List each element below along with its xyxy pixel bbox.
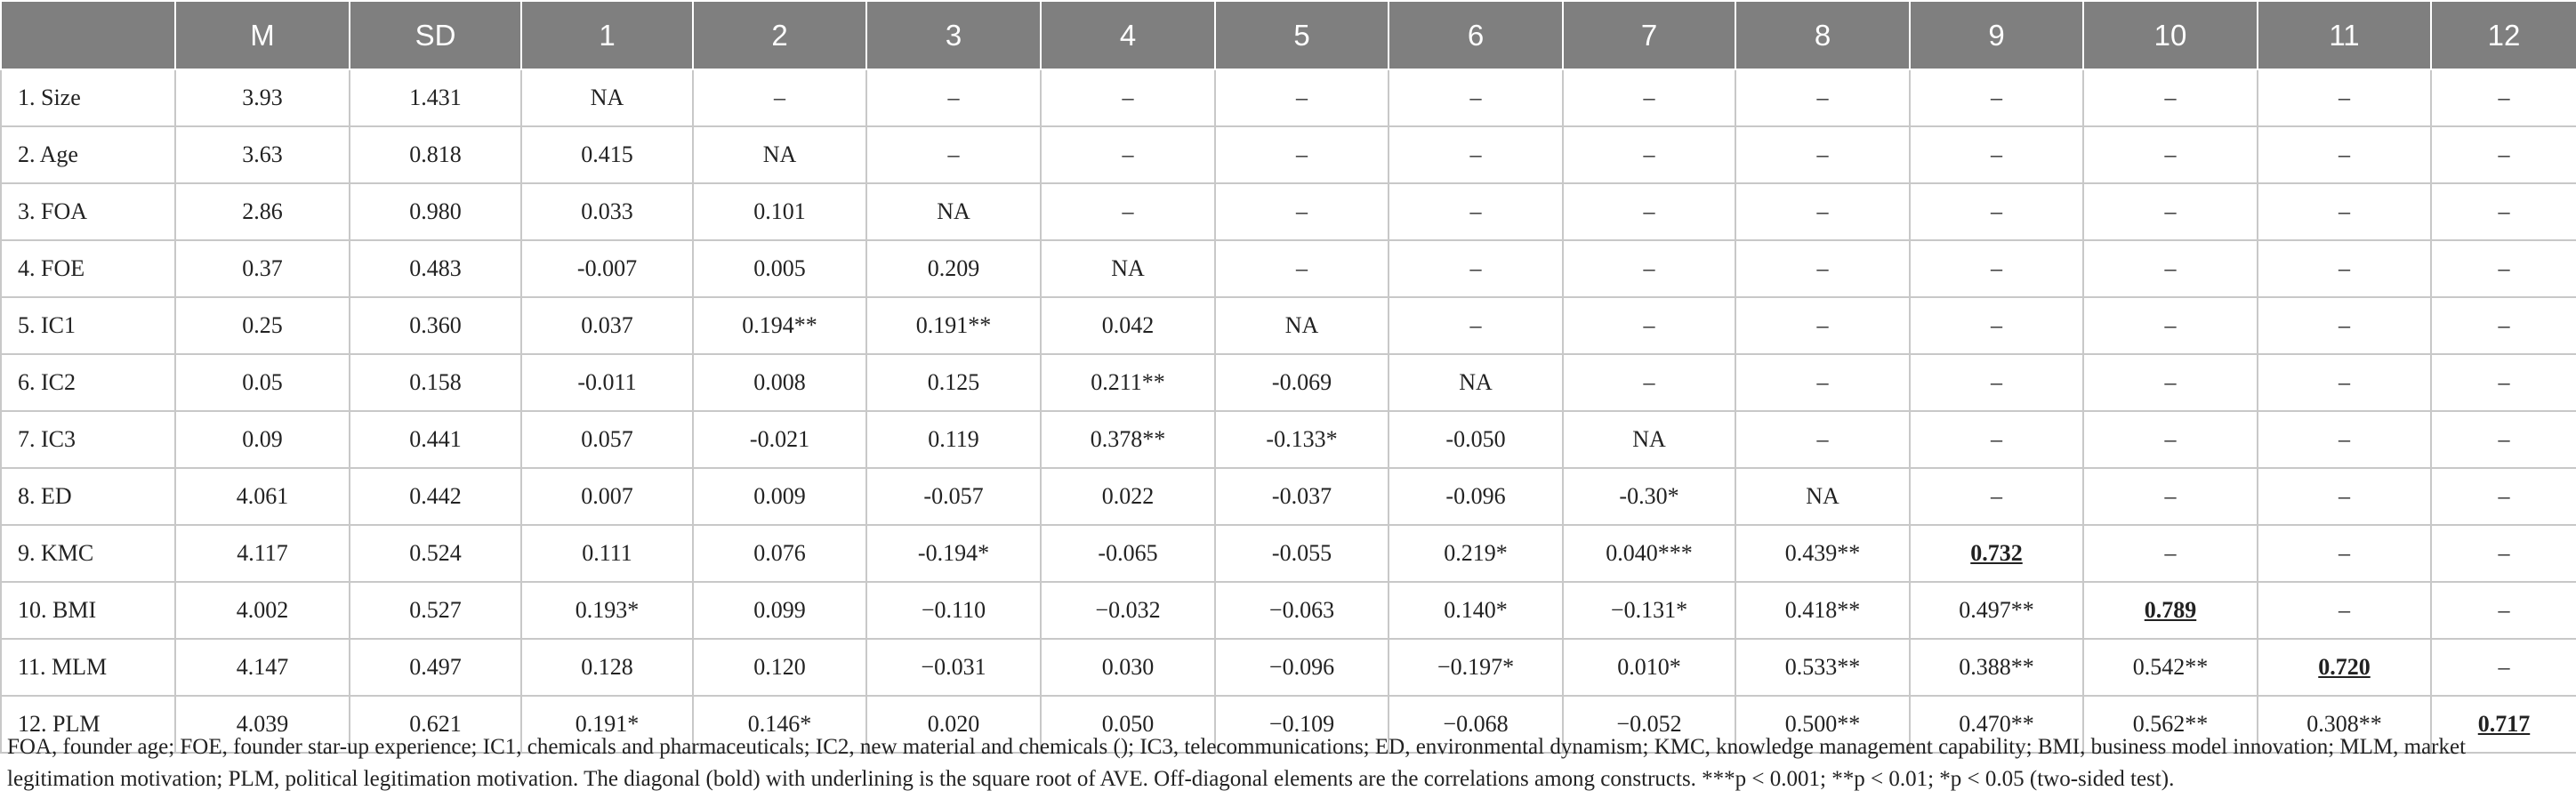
header-cell: M: [175, 1, 350, 69]
table-cell: –: [1215, 183, 1389, 240]
header-cell: 7: [1563, 1, 1735, 69]
table-cell: 0.040***: [1563, 525, 1735, 582]
table-cell: –: [1389, 297, 1563, 354]
table-cell: -0.194*: [866, 525, 1041, 582]
header-row: [1, 1, 2576, 69]
table-cell: 4.147: [175, 639, 350, 696]
table-cell: 0.37: [175, 240, 350, 297]
table-cell: 0.101: [693, 183, 866, 240]
table-cell: –: [2258, 525, 2431, 582]
table-cell: –: [1215, 126, 1389, 183]
header-cell: 11: [2258, 1, 2431, 69]
header-cell: 8: [1735, 1, 1910, 69]
table-row: [1, 639, 2576, 696]
table-cell: –: [2258, 297, 2431, 354]
table-cell: –: [2258, 69, 2431, 126]
table-cell: –: [1910, 126, 2083, 183]
table-cell: –: [1389, 183, 1563, 240]
header-cell-blank: [1, 1, 175, 69]
header-cell: 6: [1389, 1, 1563, 69]
table-cell: -0.133*: [1215, 411, 1389, 468]
table-cell: 0.621: [350, 696, 521, 753]
table-cell: 0.146*: [693, 696, 866, 753]
table-cell: –: [2431, 468, 2576, 525]
table-cell: 0.388**: [1910, 639, 2083, 696]
table-cell: –: [693, 69, 866, 126]
table-cell: 4.002: [175, 582, 350, 639]
table-cell: –: [1389, 126, 1563, 183]
table-cell: –: [866, 69, 1041, 126]
table-cell: -0.30*: [1563, 468, 1735, 525]
table-cell: –: [1563, 183, 1735, 240]
table-cell: –: [1041, 69, 1215, 126]
row-label: 2. Age: [1, 126, 175, 183]
diagonal-cell: 0.720: [2258, 639, 2431, 696]
table-cell: 0.818: [350, 126, 521, 183]
table-cell: 0.497**: [1910, 582, 2083, 639]
table-cell: 0.418**: [1735, 582, 1910, 639]
table-cell: –: [1215, 240, 1389, 297]
table-cell: –: [1563, 126, 1735, 183]
table-cell: 4.061: [175, 468, 350, 525]
table-cell: −0.110: [866, 582, 1041, 639]
table-cell: –: [2258, 126, 2431, 183]
header-cell: 9: [1910, 1, 2083, 69]
table-cell: 0.360: [350, 297, 521, 354]
table-cell: 0.09: [175, 411, 350, 468]
row-label: 5. IC1: [1, 297, 175, 354]
table-cell: 0.119: [866, 411, 1041, 468]
table-cell: 0.158: [350, 354, 521, 411]
table-cell: 4.039: [175, 696, 350, 753]
table-cell: 0.483: [350, 240, 521, 297]
table-cell: –: [1389, 240, 1563, 297]
table-cell: 0.378**: [1041, 411, 1215, 468]
table-cell: 4.117: [175, 525, 350, 582]
row-label: 3. FOA: [1, 183, 175, 240]
table-cell: –: [1735, 240, 1910, 297]
row-label: 6. IC2: [1, 354, 175, 411]
table-cell: 0.125: [866, 354, 1041, 411]
table-row: [1, 183, 2576, 240]
table-cell: 0.009: [693, 468, 866, 525]
table-cell: 0.980: [350, 183, 521, 240]
table-cell: NA: [1563, 411, 1735, 468]
table-cell: –: [1563, 69, 1735, 126]
table-cell: –: [2258, 183, 2431, 240]
header-cell: 3: [866, 1, 1041, 69]
table-cell: –: [2083, 183, 2258, 240]
row-label: 9. KMC: [1, 525, 175, 582]
table-cell: 0.562**: [2083, 696, 2258, 753]
table-cell: 0.219*: [1389, 525, 1563, 582]
table-row: [1, 126, 2576, 183]
table-cell: –: [2083, 126, 2258, 183]
table-cell: 0.542**: [2083, 639, 2258, 696]
table-cell: 0.128: [521, 639, 693, 696]
table-cell: 0.209: [866, 240, 1041, 297]
table-cell: 1.431: [350, 69, 521, 126]
table-cell: 0.470**: [1910, 696, 2083, 753]
header-cell: SD: [350, 1, 521, 69]
table-cell: –: [2258, 354, 2431, 411]
table-footnote: FOA, founder age; FOE, founder star-up experience; IC1, chemicals and pharmaceuticals; IC2, new material and chemicals (); IC3, telecommunications; ED, environmental dynamism; KMC, knowledge management capability; BMI, business model innovation; MLM, market legitimation motivation; PLM, political legitimation motivation. The diagonal (bold) with underlining is the square root of AVE. Off-diagonal elements are the correlations among constructs. ***p < 0.001; **p < 0.01; *p < 0.05 (two-sided test).: [7, 735, 2467, 791]
table-row: [1, 354, 2576, 411]
table-cell: -0.050: [1389, 411, 1563, 468]
table-cell: −0.063: [1215, 582, 1389, 639]
header-cell: 5: [1215, 1, 1389, 69]
table-cell: NA: [1215, 297, 1389, 354]
table-cell: 0.022: [1041, 468, 1215, 525]
table-cell: 0.191*: [521, 696, 693, 753]
table-cell: –: [2083, 468, 2258, 525]
table-cell: –: [2431, 411, 2576, 468]
table-cell: –: [1735, 411, 1910, 468]
table-cell: 0.193*: [521, 582, 693, 639]
table-cell: -0.007: [521, 240, 693, 297]
table-cell: 0.25: [175, 297, 350, 354]
table-cell: 0.111: [521, 525, 693, 582]
table-cell: –: [1910, 240, 2083, 297]
table-cell: 0.191**: [866, 297, 1041, 354]
table-row: [1, 525, 2576, 582]
table-cell: –: [1910, 183, 2083, 240]
table-cell: –: [1735, 183, 1910, 240]
table-cell: –: [1910, 354, 2083, 411]
table-cell: –: [2431, 354, 2576, 411]
table-cell: –: [2431, 525, 2576, 582]
table-cell: −0.197*: [1389, 639, 1563, 696]
table-cell: 0.500**: [1735, 696, 1910, 753]
table-cell: 0.211**: [1041, 354, 1215, 411]
table-cell: -0.057: [866, 468, 1041, 525]
header-cell: 4: [1041, 1, 1215, 69]
table-cell: 0.415: [521, 126, 693, 183]
table-cell: –: [2431, 126, 2576, 183]
row-label: 1. Size: [1, 69, 175, 126]
table-cell: 0.007: [521, 468, 693, 525]
table-cell: -0.021: [693, 411, 866, 468]
table-cell: –: [1041, 126, 1215, 183]
table-cell: 0.527: [350, 582, 521, 639]
table-cell: –: [1563, 297, 1735, 354]
table-cell: −0.109: [1215, 696, 1389, 753]
table-cell: –: [1735, 354, 1910, 411]
row-label: 11. MLM: [1, 639, 175, 696]
table-row: [1, 297, 2576, 354]
table-cell: 0.020: [866, 696, 1041, 753]
table-cell: -0.069: [1215, 354, 1389, 411]
table-row: [1, 582, 2576, 639]
table-cell: –: [2083, 525, 2258, 582]
row-label: 10. BMI: [1, 582, 175, 639]
table-cell: –: [1910, 468, 2083, 525]
table-cell: NA: [1735, 468, 1910, 525]
table-cell: –: [2083, 240, 2258, 297]
table-cell: –: [1910, 297, 2083, 354]
table-cell: –: [1041, 183, 1215, 240]
table-cell: –: [2083, 69, 2258, 126]
table-cell: –: [2258, 582, 2431, 639]
table-cell: 0.05: [175, 354, 350, 411]
row-label: 7. IC3: [1, 411, 175, 468]
diagonal-cell: 0.717: [2431, 696, 2576, 753]
table-cell: 0.308**: [2258, 696, 2431, 753]
table-cell: –: [1735, 126, 1910, 183]
header-cell: 2: [693, 1, 866, 69]
table-cell: –: [2258, 240, 2431, 297]
table-cell: NA: [693, 126, 866, 183]
table-cell: -0.096: [1389, 468, 1563, 525]
table-cell: NA: [1041, 240, 1215, 297]
table-cell: −0.032: [1041, 582, 1215, 639]
table-cell: 0.008: [693, 354, 866, 411]
diagonal-cell: 0.732: [1910, 525, 2083, 582]
table-cell: 0.033: [521, 183, 693, 240]
table-cell: -0.065: [1041, 525, 1215, 582]
table-cell: -0.037: [1215, 468, 1389, 525]
table-cell: 3.63: [175, 126, 350, 183]
table-cell: –: [2083, 354, 2258, 411]
table-cell: 3.93: [175, 69, 350, 126]
table-cell: −0.031: [866, 639, 1041, 696]
table-cell: –: [1735, 297, 1910, 354]
row-label: 4. FOE: [1, 240, 175, 297]
table-cell: 0.533**: [1735, 639, 1910, 696]
table-cell: –: [1215, 69, 1389, 126]
table-cell: –: [1735, 69, 1910, 126]
table-cell: 0.194**: [693, 297, 866, 354]
table-cell: 0.042: [1041, 297, 1215, 354]
table-cell: 0.099: [693, 582, 866, 639]
table-cell: –: [2258, 411, 2431, 468]
table-cell: –: [866, 126, 1041, 183]
table-cell: −0.131*: [1563, 582, 1735, 639]
table-cell: –: [2431, 582, 2576, 639]
table-cell: –: [2431, 183, 2576, 240]
table-cell: –: [2431, 240, 2576, 297]
table-cell: 0.010*: [1563, 639, 1735, 696]
diagonal-cell: 0.789: [2083, 582, 2258, 639]
table-cell: 0.442: [350, 468, 521, 525]
table-cell: 0.120: [693, 639, 866, 696]
table-cell: 0.524: [350, 525, 521, 582]
table-body: [1, 69, 2576, 753]
table-row: [1, 468, 2576, 525]
table-row: [1, 240, 2576, 297]
table-cell: 0.030: [1041, 639, 1215, 696]
table-cell: –: [1563, 240, 1735, 297]
row-label: 8. ED: [1, 468, 175, 525]
table-cell: –: [1910, 411, 2083, 468]
table-cell: –: [2258, 468, 2431, 525]
table-cell: NA: [866, 183, 1041, 240]
table-cell: 0.076: [693, 525, 866, 582]
table-cell: 0.497: [350, 639, 521, 696]
table-cell: 0.140*: [1389, 582, 1563, 639]
table-cell: NA: [521, 69, 693, 126]
table-cell: –: [1563, 354, 1735, 411]
table-cell: –: [1389, 69, 1563, 126]
table-cell: 2.86: [175, 183, 350, 240]
table-cell: NA: [1389, 354, 1563, 411]
table-cell: 0.005: [693, 240, 866, 297]
table-row: [1, 69, 2576, 126]
table-cell: 0.057: [521, 411, 693, 468]
table-cell: –: [2431, 297, 2576, 354]
table-cell: 0.439**: [1735, 525, 1910, 582]
table-cell: 0.441: [350, 411, 521, 468]
table-cell: -0.055: [1215, 525, 1389, 582]
header-cell: 12: [2431, 1, 2576, 69]
table-cell: –: [2083, 297, 2258, 354]
table-cell: 0.037: [521, 297, 693, 354]
table-cell: –: [1910, 69, 2083, 126]
table-cell: 0.050: [1041, 696, 1215, 753]
header-cell: 1: [521, 1, 693, 69]
table-cell: −0.096: [1215, 639, 1389, 696]
table-cell: −0.068: [1389, 696, 1563, 753]
table-cell: –: [2431, 69, 2576, 126]
table-cell: -0.011: [521, 354, 693, 411]
table-cell: –: [2431, 639, 2576, 696]
table-cell: –: [2083, 411, 2258, 468]
table-cell: −0.052: [1563, 696, 1735, 753]
header-cell: 10: [2083, 1, 2258, 69]
row-label: 12. PLM: [1, 696, 175, 753]
table-row: [1, 411, 2576, 468]
